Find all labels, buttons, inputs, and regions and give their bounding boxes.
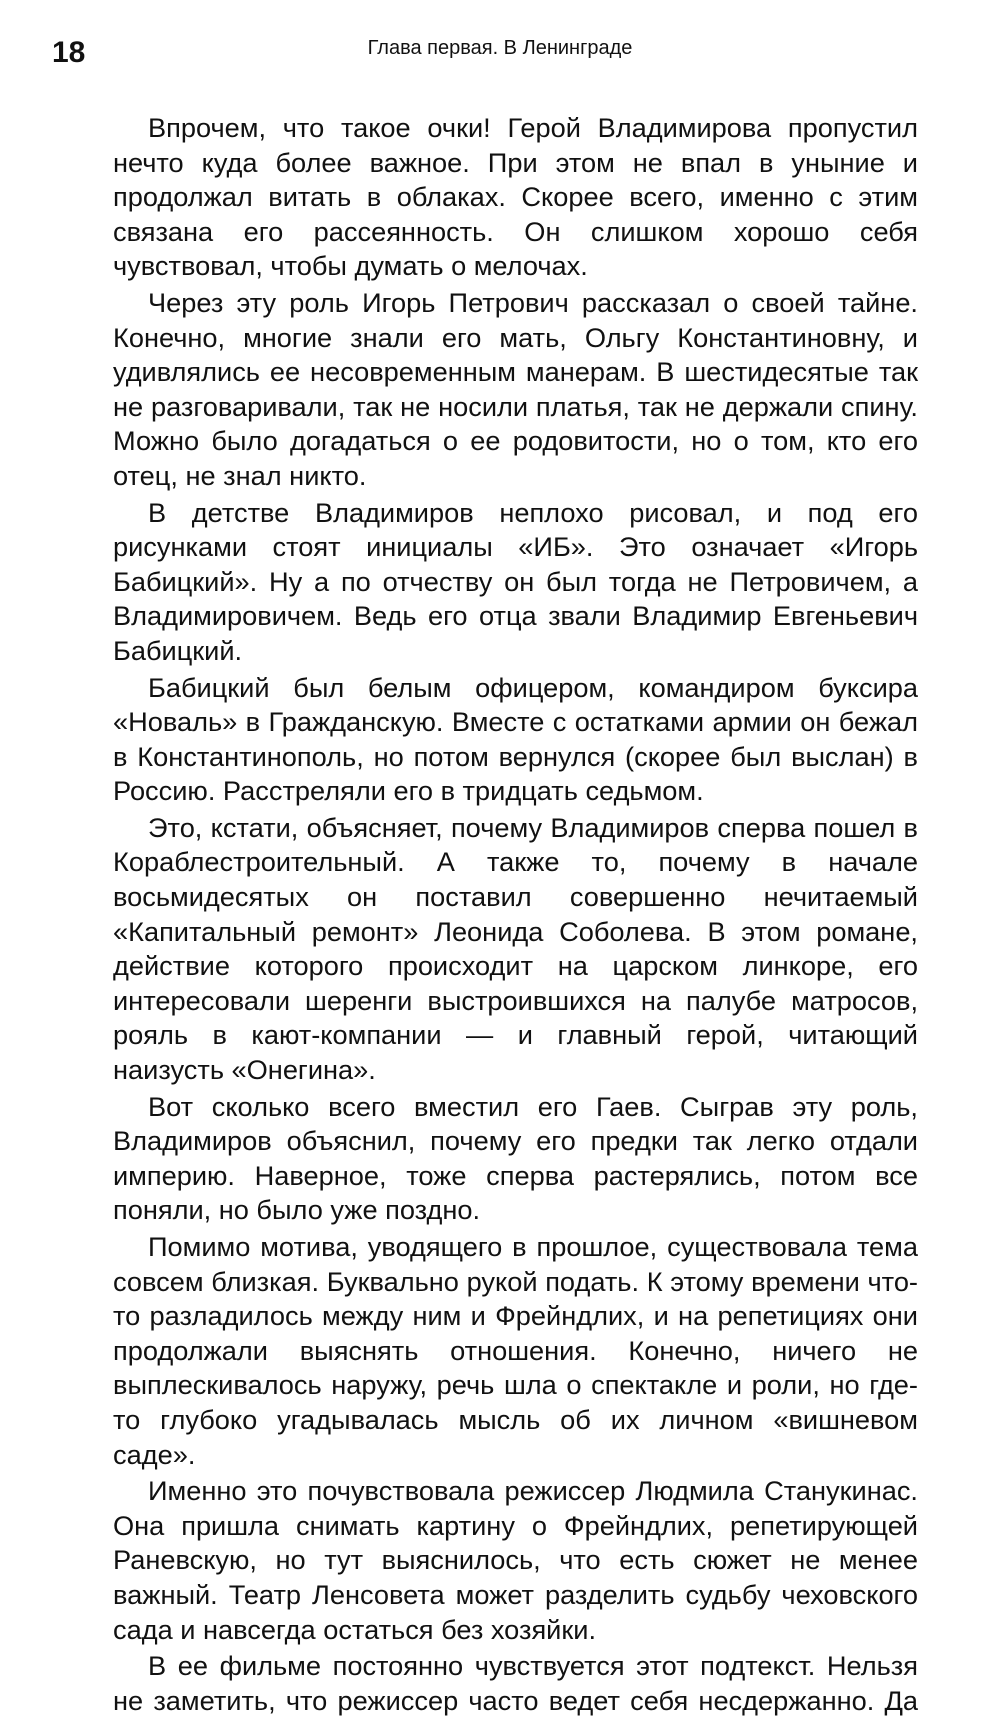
page-number: 18 bbox=[52, 36, 86, 69]
body-text bbox=[113, 111, 918, 1720]
paragraph-8: Именно это почувствовала режиссер Людмила Станукинас. Она пришла снимать картину о Фрейндлих, репетирующей Раневскую, но тут выяснилось, что есть сюжет не менее важный. Театр Ленсовета может разделить судьбу чеховского сада и навсегда остаться без хозяйки. bbox=[113, 1475, 918, 1645]
paragraph-4: Бабицкий был белым офицером, командиром буксира «Новаль» в Гражданскую. Вместе с остатками армии он бежал в Константинополь, но потом вернулся (скорее был выслан) в Россию. Расстреляли его в тридцать седьмом. bbox=[113, 671, 918, 807]
paragraph-3: В детстве Владимиров неплохо рисовал, и под его рисунками стоят инициалы «ИБ». Это означает «Игорь Бабицкий». Ну а по отчеству он был тогда не Петровичем, а Владимировичем. Ведь его отца звали Владимир Евгеньевич Бабицкий. bbox=[113, 496, 918, 666]
paragraph-2: Через эту роль Игорь Петрович рассказал о своей тайне. Конечно, многие знали его мать, Ольгу Константиновну, и удивлялись ее несовременным манерам. В шестидесятые так не разговаривали, так не носили платья, так не держали спину. Можно было догадаться о ее родовитости, но о том, кто его отец, не знал никто. bbox=[113, 286, 918, 491]
paragraph-7: Помимо мотива, уводящего в прошлое, существовала тема совсем близкая. Буквально рукой подать. К этому времени что-то разладилось между ним и Фрейндлих, и на репетициях они продолжали выяснять отношения. Конечно, ничего не выплескивалось наружу, речь шла о спектакле и роли, но где-то глубоко угадывалась мысль об их личном «вишневом саде». bbox=[113, 1231, 918, 1470]
running-head: Глава первая. В Ленинграде bbox=[367, 37, 633, 59]
paragraph-9: В ее фильме постоянно чувствуется этот подтекст. Нельзя не заметить, что режиссер часто ведет себя несдержанно. Да bbox=[113, 1650, 918, 1716]
paragraph-1: Впрочем, что такое очки! Герой Владимирова пропустил нечто куда более важное. При этом не впал в уныние и продолжал витать в облаках. Скорее всего, именно с этим связана его рассеянность. Он слишком хорошо себя чувствовал, чтобы думать о мелочах. bbox=[113, 112, 918, 282]
paragraph-6: Вот сколько всего вместил его Гаев. Сыграв эту роль, Владимиров объяснил, почему его предки так легко отдали империю. Наверное, тоже сперва растерялись, потом все поняли, но было уже поздно. bbox=[113, 1090, 918, 1226]
paragraph-5: Это, кстати, объясняет, почему Владимиров сперва пошел в Кораблестроительный. А также то, почему в начале восьмидесятых он поставил совершенно нечитаемый «Капитальный ремонт» Леонида Соболева. В этом романе, действие которого происходит на царском линкоре, его интересовали шеренги выстроившихся на палубе матросов, рояль в кают-компании — и главный герой, читающий наизусть «Онегина». bbox=[113, 811, 918, 1086]
